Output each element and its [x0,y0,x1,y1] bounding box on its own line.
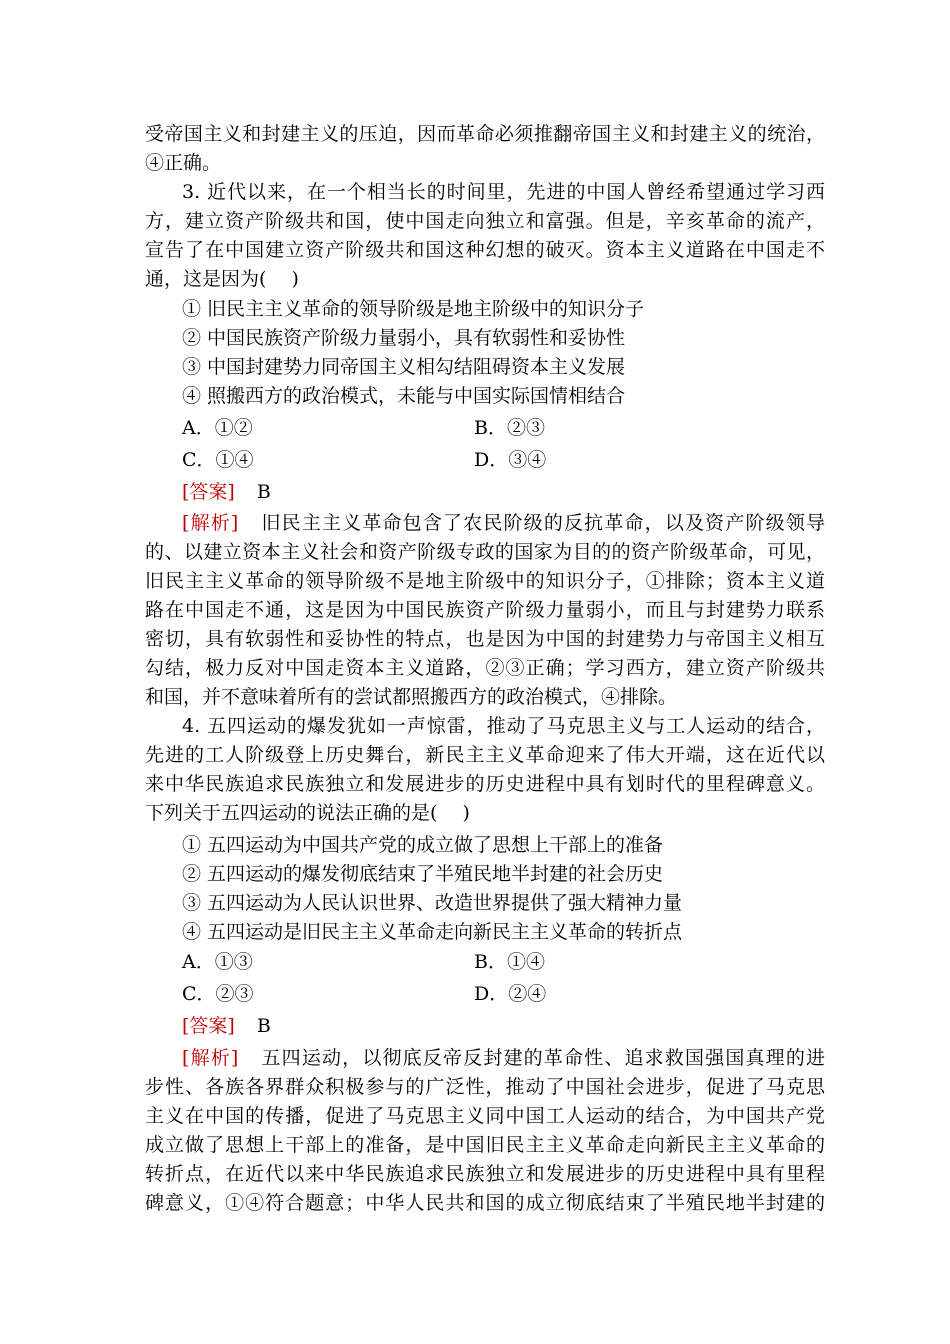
question-4-item: ① 五四运动为中国共产党的成立做了思想上干部上的准备 [182,834,664,856]
question-3-option-d: D．③④ [474,449,547,471]
question-4-analysis: 碑意义，①④符合题意；中华人民共和国的成立彻底结束了半殖民地半封建的 [145,1192,825,1214]
question-4-analysis: 成立做了思想上干部上的准备，是中国旧民主主义革命走向新民主主义革命的 [145,1134,825,1156]
analysis-line: 五四运动，以彻底反帝反封建的革命性、追求救国强国真理的进 [260,1047,825,1069]
question-4-stem: 下列关于五四运动的说法正确的是( ) [145,802,470,824]
question-4-option-a: A．①③ [182,951,253,973]
question-3-analysis [182,509,825,538]
question-4-stem: 先进的工人阶级登上历史舞台，新民主主义革命迎来了伟大开端，这在近代以 [145,744,825,766]
question-3-analysis: 旧民主主义革命的领导阶级不是地主阶级中的知识分子，①排除；资本主义道 [145,570,825,592]
answer-tag: [答案] [182,1015,235,1037]
question-4-answer [182,1012,825,1041]
question-4-analysis: 主义在中国的传播，促进了马克思主义同中国工人运动的结合，为中国共产党 [145,1105,825,1127]
question-4-stem: 4. 五四运动的爆发犹如一声惊雷，推动了马克思主义与工人运动的结合， [182,715,825,737]
question-4-analysis [182,1044,825,1073]
question-4-stem: 来中华民族追求民族独立和发展进步的历史进程中具有划时代的里程碑意义。 [145,773,825,795]
question-3-stem: 3. 近代以来，在一个相当长的时间里，先进的中国人曾经希望通过学习西 [182,181,825,203]
question-3-analysis: 路在中国走不通，这是因为中国民族资产阶级力量弱小，而且与封建势力联系 [145,599,825,621]
question-3-stem: 方，建立资产阶级共和国，使中国走向独立和富强。但是，辛亥革命的流产， [145,210,825,232]
question-3-option-b: B．②③ [474,417,545,439]
question-3-item: ① 旧民主主义革命的领导阶级是地主阶级中的知识分子 [182,298,645,320]
question-3-analysis: 勾结，极力反对中国走资本主义道路，②③正确；学习西方，建立资产阶级共 [145,657,825,679]
question-3-analysis: 密切，具有软弱性和妥协性的特点，也是因为中国的封建势力与帝国主义相互 [145,628,825,650]
question-4-option-b: B．①④ [474,951,545,973]
question-3-option-a: A．①② [182,417,253,439]
question-3-option-c: C．①④ [182,449,254,471]
question-3-item: ④ 照搬西方的政治模式，未能与中国实际国情相结合 [182,385,626,407]
analysis-tag: [解析] [182,1047,239,1069]
question-4-option-d: D．②④ [474,983,547,1005]
paragraph-line: 受帝国主义和封建主义的压迫，因而革命必须推翻帝国主义和封建主义的统治， [145,123,825,145]
question-4-analysis: 转折点，在近代以来中华民族追求民族独立和发展进步的历史进程中具有里程 [145,1163,825,1185]
question-4-item: ④ 五四运动是旧民主主义革命走向新民主主义革命的转折点 [182,921,683,943]
question-3-analysis: 和国，并不意味着所有的尝试都照搬西方的政治模式，④排除。 [145,686,678,708]
analysis-tag: [解析] [182,512,239,534]
question-3-stem: 宣告了在中国建立资产阶级共和国这种幻想的破灭。资本主义道路在中国走不 [145,239,825,261]
question-3-stem: 通，这是因为( ) [145,268,299,290]
question-3-item: ③ 中国封建势力同帝国主义相勾结阻碍资本主义发展 [182,356,626,378]
question-3-analysis: 的、以建立资本主义社会和资产阶级专政的国家为目的的资产阶级革命，可见， [145,541,825,563]
question-4-item: ③ 五四运动为人民认识世界、改造世界提供了强大精神力量 [182,892,683,914]
analysis-line: 旧民主主义革命包含了农民阶级的反抗革命，以及资产阶级领导 [260,512,825,534]
answer-value: B [256,481,271,503]
question-3-answer [182,478,825,507]
question-4-option-c: C．②③ [182,983,254,1005]
question-3-item: ② 中国民族资产阶级力量弱小，具有软弱性和妥协性 [182,327,626,349]
question-4-item: ② 五四运动的爆发彻底结束了半殖民地半封建的社会历史 [182,863,664,885]
paragraph-line: ④正确。 [145,152,222,174]
question-4-analysis: 步性、各族各界群众积极参与的广泛性，推动了中国社会进步，促进了马克思 [145,1076,825,1098]
answer-value: B [256,1015,271,1037]
answer-tag: [答案] [182,481,235,503]
